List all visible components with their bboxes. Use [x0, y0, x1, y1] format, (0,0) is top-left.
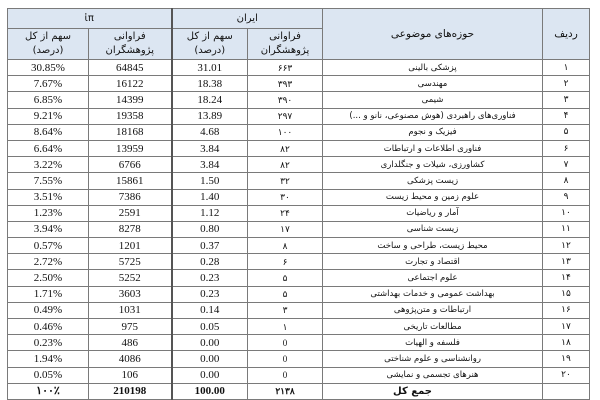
row-number-cell: ۱۴: [543, 270, 590, 286]
table-row: [8, 319, 590, 335]
row-number-cell: [543, 383, 590, 399]
world-share-cell: 3.94%: [8, 221, 89, 237]
iran-share-cell: 0.28: [172, 254, 248, 270]
topic-cell: مطالعات تاریخی: [323, 319, 543, 335]
row-number-cell: ۸: [543, 173, 590, 189]
iran-frequency-cell: ۱۷: [248, 221, 323, 237]
topic-cell: کشاورزی، شیلات و جنگلداری: [323, 157, 543, 173]
row-number-cell: ۲۰: [543, 367, 590, 383]
iran-frequency-header: [248, 29, 323, 60]
table-row: [8, 238, 590, 254]
iran-frequency-cell: ۳۹۳: [248, 76, 323, 92]
total-row: [8, 383, 590, 399]
iran-frequency-cell: ۵: [248, 270, 323, 286]
world-share-cell: 0.49%: [8, 302, 89, 318]
iran-share-cell: 1.12: [172, 205, 248, 221]
row-number-cell: ۶: [543, 140, 590, 156]
iran-share-cell: 4.68: [172, 124, 248, 140]
topic-cell: محیط زیست، طراحی و ساخت: [323, 238, 543, 254]
topic-cell: فناوری اطلاعات و ارتباطات: [323, 140, 543, 156]
table-row: [8, 157, 590, 173]
table-row: [8, 286, 590, 302]
iran-share-cell: 3.84: [172, 157, 248, 173]
row-number-cell: ۷: [543, 157, 590, 173]
world-share-cell: 0.46%: [8, 319, 89, 335]
world-frequency-cell: 4086: [89, 351, 172, 367]
world-frequency-header: [89, 29, 172, 60]
table-row: [8, 270, 590, 286]
world-frequency-cell: 13959: [89, 140, 172, 156]
row-number-column-header: ردیف: [543, 9, 590, 60]
topic-cell: پزشکی بالینی: [323, 60, 543, 76]
iran-frequency-cell: ۲۴: [248, 205, 323, 221]
world-frequency-cell: 2591: [89, 205, 172, 221]
world-share-cell: 3.22%: [8, 157, 89, 173]
row-number-cell: ۱۶: [543, 302, 590, 318]
iran-frequency-cell: 0: [248, 367, 323, 383]
row-number-cell: ۴: [543, 108, 590, 124]
world-frequency-cell: 486: [89, 335, 172, 351]
row-number-cell: ۱۸: [543, 335, 590, 351]
world-frequency-cell: 5252: [89, 270, 172, 286]
topic-cell: بهداشت عمومی و خدمات بهداشتی: [323, 286, 543, 302]
iran-share-cell: 1.50: [172, 173, 248, 189]
iran-frequency-cell: ۶۶۳: [248, 60, 323, 76]
iran-frequency-cell: ۲۹۷: [248, 108, 323, 124]
topic-cell: علوم اجتماعی: [323, 270, 543, 286]
iran-frequency-cell: ۶: [248, 254, 323, 270]
iran-frequency-cell: ۵: [248, 286, 323, 302]
world-share-cell: 30.85%: [8, 60, 89, 76]
world-share-cell: 1.23%: [8, 205, 89, 221]
world-frequency-cell: 7386: [89, 189, 172, 205]
iran-share-cell: 18.24: [172, 92, 248, 108]
iran-share-cell: 0.00: [172, 367, 248, 383]
row-number-cell: ۱۱: [543, 221, 590, 237]
topic-cell: جمع کل: [323, 383, 543, 399]
table-row: [8, 189, 590, 205]
world-frequency-cell: 6766: [89, 157, 172, 173]
world-share-header-line2: (درصد): [32, 45, 64, 56]
world-frequency-cell: 15861: [89, 173, 172, 189]
table-row: [8, 60, 590, 76]
iran-frequency-header-line2: پژوهشگران: [260, 45, 310, 56]
iran-frequency-cell: ۸۲: [248, 140, 323, 156]
topic-cell: زیست پزشکی: [323, 173, 543, 189]
world-frequency-cell: 210198: [89, 383, 172, 399]
world-share-cell: 7.55%: [8, 173, 89, 189]
topic-cell: فلسفه و الهیات: [323, 335, 543, 351]
iran-share-cell: 1.40: [172, 189, 248, 205]
world-share-cell: 6.85%: [8, 92, 89, 108]
iran-share-cell: 0.00: [172, 351, 248, 367]
row-number-cell: ۱۲: [543, 238, 590, 254]
iran-frequency-cell: 0: [248, 351, 323, 367]
world-frequency-cell: 1201: [89, 238, 172, 254]
iran-share-cell: 0.00: [172, 335, 248, 351]
iran-frequency-cell: ۸: [248, 238, 323, 254]
topic-cell: فیزیک و نجوم: [323, 124, 543, 140]
world-share-cell: 2.72%: [8, 254, 89, 270]
world-share-cell: 0.57%: [8, 238, 89, 254]
world-frequency-cell: 975: [89, 319, 172, 335]
table-row: [8, 254, 590, 270]
row-number-cell: ۵: [543, 124, 590, 140]
iran-frequency-cell: ۳۲: [248, 173, 323, 189]
iran-share-cell: 0.14: [172, 302, 248, 318]
world-share-cell: 9.21%: [8, 108, 89, 124]
iran-frequency-cell: 0: [248, 335, 323, 351]
iran-share-cell: 0.80: [172, 221, 248, 237]
row-number-cell: ۳: [543, 92, 590, 108]
world-share-cell: ۱۰۰٪: [8, 383, 89, 399]
iran-share-cell: 0.23: [172, 286, 248, 302]
table-row: [8, 351, 590, 367]
table-row: [8, 335, 590, 351]
table-row: [8, 108, 590, 124]
iran-frequency-cell: ۱: [248, 319, 323, 335]
iran-frequency-cell: ۳: [248, 302, 323, 318]
iran-share-header: [172, 29, 248, 60]
iran-share-header-line2: (درصد): [194, 45, 226, 56]
topic-cell: آمار و ریاضیات: [323, 205, 543, 221]
iran-frequency-header-line1: فراوانی: [269, 31, 301, 42]
world-share-cell: 1.94%: [8, 351, 89, 367]
topic-cell: فناوری‌های راهبردی (هوش مصنوعی، نانو و ...): [323, 108, 543, 124]
world-share-cell: 0.23%: [8, 335, 89, 351]
topic-cell: هنرهای تجسمی و نمایشی: [323, 367, 543, 383]
iran-share-cell: 0.05: [172, 319, 248, 335]
world-frequency-cell: 1031: [89, 302, 172, 318]
world-frequency-cell: 106: [89, 367, 172, 383]
row-number-cell: ۱۳: [543, 254, 590, 270]
world-frequency-cell: 14399: [89, 92, 172, 108]
table-row: [8, 173, 590, 189]
topic-cell: اقتصاد و تجارت: [323, 254, 543, 270]
topic-column-header: حوزه‌های موضوعی: [323, 9, 543, 60]
table-row: [8, 302, 590, 318]
iran-share-cell: 18.38: [172, 76, 248, 92]
world-frequency-cell: 18168: [89, 124, 172, 140]
world-frequency-cell: 16122: [89, 76, 172, 92]
table-row: [8, 124, 590, 140]
world-frequency-header-line2: پژوهشگران: [105, 45, 154, 56]
table-row: [8, 367, 590, 383]
topic-cell: زیست شناسی: [323, 221, 543, 237]
iran-frequency-cell: ۳۰: [248, 189, 323, 205]
row-number-cell: ۱۰: [543, 205, 590, 221]
iran-share-cell: 13.89: [172, 108, 248, 124]
topic-cell: مهندسی: [323, 76, 543, 92]
world-frequency-cell: 5725: [89, 254, 172, 270]
iran-group-header: ایران: [172, 9, 323, 29]
iran-share-cell: 100.00: [172, 383, 248, 399]
world-frequency-cell: 64845: [89, 60, 172, 76]
iran-frequency-cell: ۳۹۰: [248, 92, 323, 108]
iran-share-cell: 31.01: [172, 60, 248, 76]
table-row: [8, 221, 590, 237]
world-share-cell: 1.71%: [8, 286, 89, 302]
row-number-cell: ۱۵: [543, 286, 590, 302]
topic-cell: شیمی: [323, 92, 543, 108]
iran-share-cell: 0.23: [172, 270, 248, 286]
row-number-cell: ۱: [543, 60, 590, 76]
table-row: [8, 205, 590, 221]
topic-cell: علوم زمین و محیط زیست: [323, 189, 543, 205]
iran-share-cell: 0.37: [172, 238, 248, 254]
topic-cell: روانشناسی و علوم شناختی: [323, 351, 543, 367]
world-frequency-cell: 19358: [89, 108, 172, 124]
row-number-cell: ۱۹: [543, 351, 590, 367]
table-row: [8, 76, 590, 92]
iran-frequency-cell: ۱۰۰: [248, 124, 323, 140]
iran-share-header-line1: سهم از کل: [186, 31, 233, 42]
researchers-by-subject-table: [7, 8, 590, 400]
world-share-cell: 0.05%: [8, 367, 89, 383]
iran-frequency-cell: ۸۲: [248, 157, 323, 173]
world-share-cell: 6.64%: [8, 140, 89, 156]
table-row: [8, 140, 590, 156]
row-number-cell: ۹: [543, 189, 590, 205]
world-frequency-cell: 8278: [89, 221, 172, 237]
world-group-header: ἱπ: [8, 9, 172, 29]
world-share-header-line1: سهم از کل: [25, 31, 71, 42]
world-share-cell: 3.51%: [8, 189, 89, 205]
topic-cell: ارتباطات و متن‌پژوهی: [323, 302, 543, 318]
world-frequency-cell: 3603: [89, 286, 172, 302]
world-frequency-header-line1: فراوانی: [113, 31, 146, 42]
table-row: [8, 92, 590, 108]
world-share-cell: 7.67%: [8, 76, 89, 92]
row-number-cell: ۱۷: [543, 319, 590, 335]
world-share-cell: 8.64%: [8, 124, 89, 140]
iran-frequency-cell: ۲۱۳۸: [248, 383, 323, 399]
world-share-cell: 2.50%: [8, 270, 89, 286]
table-body: [8, 60, 590, 400]
iran-share-cell: 3.84: [172, 140, 248, 156]
world-share-header: [8, 29, 89, 60]
row-number-cell: ۲: [543, 76, 590, 92]
